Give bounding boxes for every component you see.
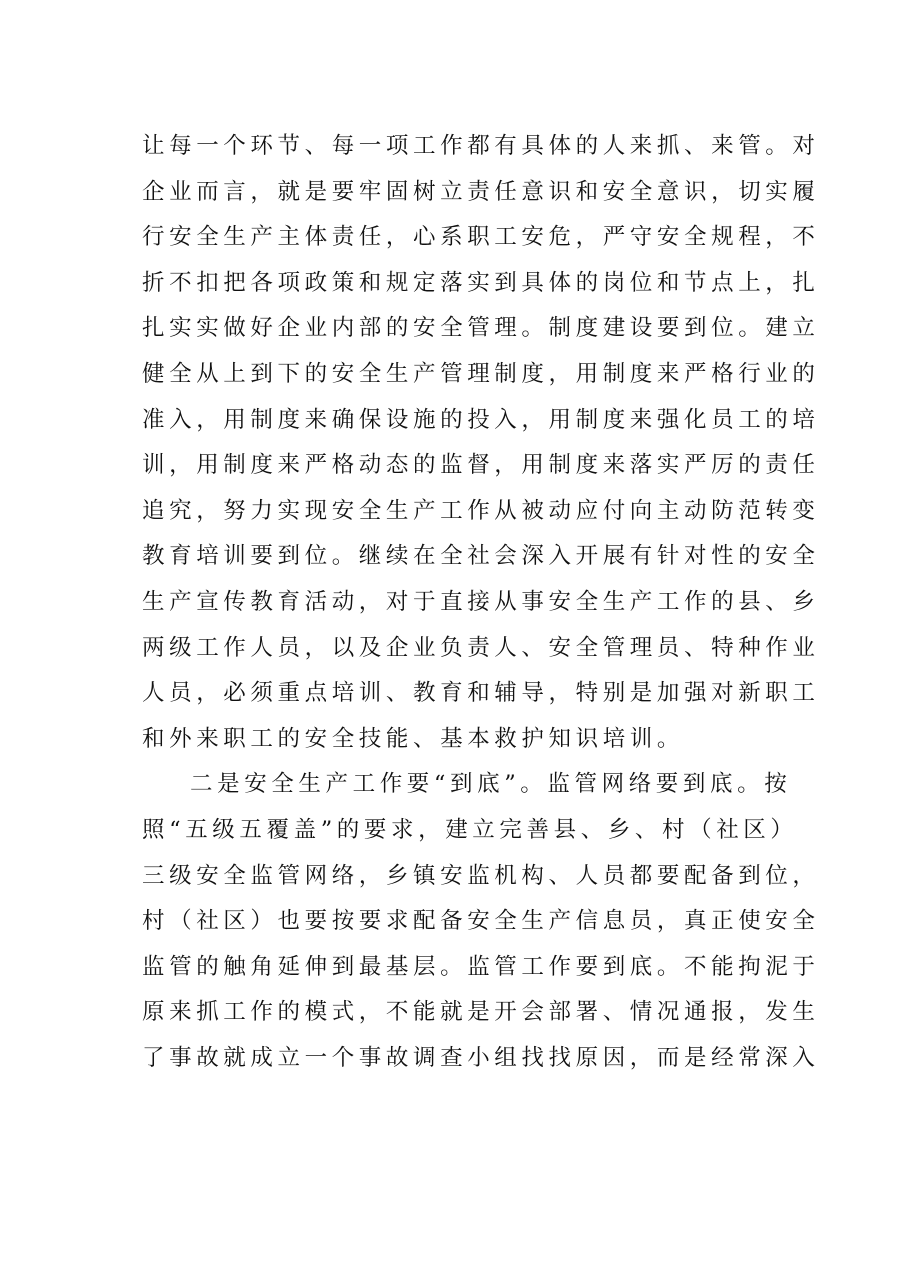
text-line-13: 人员，必须重点培训、教育和辅导，特别是加强对新职工 xyxy=(142,680,820,707)
text-line-17: 三级安全监管网络，乡镇安监机构、人员都要配备到位， xyxy=(142,862,820,889)
text-line-2: 企业而言，就是要牢固树立责任意识和安全意识，切实履 xyxy=(142,178,820,205)
text-line-11: 生产宣传教育活动，对于直接从事安全生产工作的县、乡 xyxy=(142,588,820,615)
text-line-14: 和外来职工的安全技能、基本救护知识培训。 xyxy=(142,725,685,752)
text-line-9: 追究，努力实现安全生产工作从被动应付向主动防范转变 xyxy=(142,497,820,524)
text-line-3: 行安全生产主体责任，心系职工安危，严守安全规程，不 xyxy=(142,224,820,251)
text-line-10: 教育培训要到位。继续在全社会深入开展有针对性的安全 xyxy=(142,543,820,570)
text-line-8: 训，用制度来严格动态的监督，用制度来落实严厉的责任 xyxy=(142,452,820,479)
text-line-6: 健全从上到下的安全生产管理制度，用制度来严格行业的 xyxy=(142,360,820,387)
text-line-5: 扎实实做好企业内部的安全管理。制度建设要到位。建立 xyxy=(142,315,820,342)
text-line-21: 了事故就成立一个事故调查小组找找原因，而是经常深入 xyxy=(142,1044,820,1071)
text-line-15: 二是安全生产工作要“到底”。监管网络要到底。按 xyxy=(190,771,792,798)
text-line-18: 村（社区）也要按要求配备安全生产信息员，真正使安全 xyxy=(142,908,820,935)
text-line-12: 两级工作人员，以及企业负责人、安全管理员、特种作业 xyxy=(142,634,820,661)
text-line-4: 折不扣把各项政策和规定落实到具体的岗位和节点上，扎 xyxy=(142,269,820,296)
body-text xyxy=(142,124,820,1081)
text-line-16: 照“五级五覆盖”的要求，建立完善县、乡、村（社区） xyxy=(142,816,798,843)
text-line-20: 原来抓工作的模式，不能就是开会部署、情况通报，发生 xyxy=(142,999,820,1026)
text-line-7: 准入，用制度来确保设施的投入，用制度来强化员工的培 xyxy=(142,406,820,433)
text-line-19: 监管的触角延伸到最基层。监管工作要到底。不能拘泥于 xyxy=(142,953,820,980)
text-line-1: 让每一个环节、每一项工作都有具体的人来抓、来管。对 xyxy=(142,133,820,159)
